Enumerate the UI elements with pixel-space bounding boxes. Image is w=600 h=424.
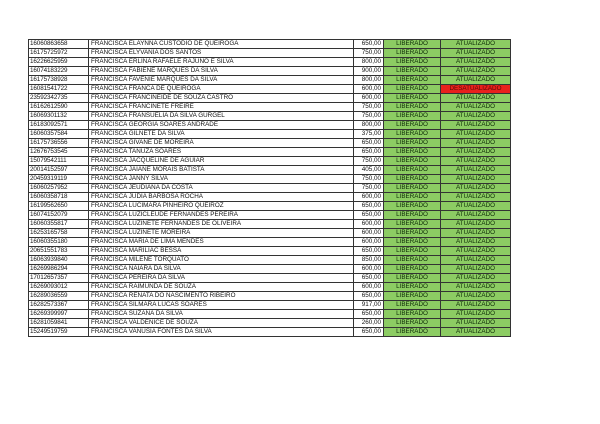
- update-status-cell: ATUALIZADO: [441, 112, 511, 121]
- value-cell: 750,00: [354, 103, 384, 112]
- update-status-cell: ATUALIZADO: [441, 148, 511, 157]
- status-cell: LIBERADO: [384, 328, 441, 337]
- table-row: [29, 274, 511, 283]
- table-row: [29, 328, 511, 337]
- value-cell: 650,00: [354, 202, 384, 211]
- name-cell: FRANCISCA RAIMUNDA DE SOUZA: [89, 283, 354, 292]
- id-cell: 12676753545: [29, 148, 89, 157]
- table-row: [29, 175, 511, 184]
- status-cell: LIBERADO: [384, 256, 441, 265]
- update-status-cell: ATUALIZADO: [441, 94, 511, 103]
- table-row: [29, 256, 511, 265]
- value-cell: 650,00: [354, 310, 384, 319]
- value-cell: 600,00: [354, 238, 384, 247]
- status-cell: LIBERADO: [384, 139, 441, 148]
- id-cell: 16063939840: [29, 256, 89, 265]
- table-row: [29, 112, 511, 121]
- status-cell: LIBERADO: [384, 103, 441, 112]
- table-row: [29, 130, 511, 139]
- name-cell: FRANCISCA GIVANE DE MOREIRA: [89, 139, 354, 148]
- status-cell: LIBERADO: [384, 112, 441, 121]
- status-cell: LIBERADO: [384, 310, 441, 319]
- status-cell: LIBERADO: [384, 319, 441, 328]
- value-cell: 800,00: [354, 76, 384, 85]
- update-status-cell: ATUALIZADO: [441, 175, 511, 184]
- id-cell: 16060355180: [29, 238, 89, 247]
- value-cell: 900,00: [354, 67, 384, 76]
- id-cell: 20014152597: [29, 166, 89, 175]
- update-status-cell: ATUALIZADO: [441, 58, 511, 67]
- status-cell: LIBERADO: [384, 85, 441, 94]
- table-row: [29, 247, 511, 256]
- status-cell: LIBERADO: [384, 157, 441, 166]
- status-cell: LIBERADO: [384, 58, 441, 67]
- name-cell: FRANCISCA FRANSUELIA DA SILVA GURGEL: [89, 112, 354, 121]
- value-cell: 750,00: [354, 49, 384, 58]
- table-row: [29, 292, 511, 301]
- table-row: [29, 139, 511, 148]
- value-cell: 750,00: [354, 175, 384, 184]
- update-status-cell: ATUALIZADO: [441, 301, 511, 310]
- value-cell: 600,00: [354, 220, 384, 229]
- status-cell: LIBERADO: [384, 283, 441, 292]
- update-status-cell: ATUALIZADO: [441, 229, 511, 238]
- value-cell: 405,00: [354, 166, 384, 175]
- name-cell: FRANCISCA JUDIA BARBOSA ROCHA: [89, 193, 354, 202]
- status-cell: LIBERADO: [384, 247, 441, 256]
- update-status-cell: ATUALIZADO: [441, 130, 511, 139]
- table-row: [29, 40, 511, 49]
- name-cell: FRANCISCA NAIARA DA SILVA: [89, 265, 354, 274]
- update-status-cell: ATUALIZADO: [441, 157, 511, 166]
- value-cell: 650,00: [354, 139, 384, 148]
- name-cell: FRANCISCA ERLINA RAFAELE RAJUNO E SILVA: [89, 58, 354, 67]
- update-status-cell: ATUALIZADO: [441, 238, 511, 247]
- name-cell: FRANCISCA FRANCINETE FREIRE: [89, 103, 354, 112]
- update-status-cell: ATUALIZADO: [441, 103, 511, 112]
- name-cell: FRANCISCA SUZANA DA SILVA: [89, 310, 354, 319]
- update-status-cell: ATUALIZADO: [441, 265, 511, 274]
- id-cell: 16162612590: [29, 103, 89, 112]
- status-cell: LIBERADO: [384, 211, 441, 220]
- status-cell: LIBERADO: [384, 220, 441, 229]
- table-row: [29, 220, 511, 229]
- id-cell: 16060357584: [29, 130, 89, 139]
- name-cell: FRANCISCA JACQUELINE DE AGUIAR: [89, 157, 354, 166]
- update-status-cell: ATUALIZADO: [441, 166, 511, 175]
- status-cell: LIBERADO: [384, 40, 441, 49]
- update-status-cell: ATUALIZADO: [441, 283, 511, 292]
- id-cell: 20459319119: [29, 175, 89, 184]
- status-cell: LIBERADO: [384, 166, 441, 175]
- name-cell: FRANCISCA JEUDIANA DA COSTA: [89, 184, 354, 193]
- id-cell: 17012657357: [29, 274, 89, 283]
- value-cell: 650,00: [354, 247, 384, 256]
- value-cell: 260,00: [354, 319, 384, 328]
- id-cell: 16175738928: [29, 76, 89, 85]
- table-row: [29, 310, 511, 319]
- id-cell: 16269399997: [29, 310, 89, 319]
- status-cell: LIBERADO: [384, 184, 441, 193]
- id-cell: 16081541722: [29, 85, 89, 94]
- status-cell: LIBERADO: [384, 238, 441, 247]
- table-row: [29, 103, 511, 112]
- id-cell: 16175725972: [29, 49, 89, 58]
- update-status-cell: ATUALIZADO: [441, 49, 511, 58]
- name-cell: FRANCISCA PEREIRA DA SILVA: [89, 274, 354, 283]
- id-cell: 16060355817: [29, 220, 89, 229]
- update-status-cell: ATUALIZADO: [441, 292, 511, 301]
- status-cell: LIBERADO: [384, 229, 441, 238]
- table-row: [29, 76, 511, 85]
- id-cell: 16289036559: [29, 292, 89, 301]
- id-cell: 23592342735: [29, 94, 89, 103]
- status-cell: LIBERADO: [384, 148, 441, 157]
- update-status-cell: ATUALIZADO: [441, 220, 511, 229]
- value-cell: 600,00: [354, 94, 384, 103]
- id-cell: 16199562650: [29, 202, 89, 211]
- value-cell: 600,00: [354, 265, 384, 274]
- status-cell: LIBERADO: [384, 292, 441, 301]
- table-row: [29, 85, 511, 94]
- value-cell: 650,00: [354, 211, 384, 220]
- update-status-cell: ATUALIZADO: [441, 256, 511, 265]
- id-cell: 16069301132: [29, 112, 89, 121]
- name-cell: FRANCISCA FAVENIE MARQUES DA SILVA: [89, 76, 354, 85]
- name-cell: FRANCISCA JANNY SILVA: [89, 175, 354, 184]
- table-row: [29, 211, 511, 220]
- name-cell: FRANCISCA VALDENICE DE SOUZA: [89, 319, 354, 328]
- value-cell: 650,00: [354, 148, 384, 157]
- status-cell: LIBERADO: [384, 175, 441, 184]
- table-row: [29, 166, 511, 175]
- value-cell: 650,00: [354, 292, 384, 301]
- table-row: [29, 238, 511, 247]
- table-row: [29, 193, 511, 202]
- status-cell: LIBERADO: [384, 301, 441, 310]
- value-cell: 600,00: [354, 193, 384, 202]
- value-cell: 800,00: [354, 121, 384, 130]
- id-cell: 16183092571: [29, 121, 89, 130]
- id-cell: 16074152079: [29, 211, 89, 220]
- update-status-cell: ATUALIZADO: [441, 40, 511, 49]
- id-cell: 15079542111: [29, 157, 89, 166]
- update-status-cell: ATUALIZADO: [441, 76, 511, 85]
- status-cell: LIBERADO: [384, 274, 441, 283]
- name-cell: FRANCISCA JAIANE MORAIS BATISTA: [89, 166, 354, 175]
- id-cell: 15249519759: [29, 328, 89, 337]
- table-row: [29, 121, 511, 130]
- update-status-cell: ATUALIZADO: [441, 184, 511, 193]
- name-cell: FRANCISCA VANUSIA FONTES DA SILVA: [89, 328, 354, 337]
- beneficiary-table: [28, 39, 511, 337]
- id-cell: 16281059841: [29, 319, 89, 328]
- status-cell: LIBERADO: [384, 67, 441, 76]
- value-cell: 650,00: [354, 274, 384, 283]
- table-row: [29, 94, 511, 103]
- id-cell: 16253165758: [29, 229, 89, 238]
- table-row: [29, 229, 511, 238]
- name-cell: FRANCISCA MILENE TORQUATO: [89, 256, 354, 265]
- update-status-cell: ATUALIZADO: [441, 247, 511, 256]
- update-status-cell: ATUALIZADO: [441, 139, 511, 148]
- name-cell: FRANCISCA FABIENE MARQUES DA SILVA: [89, 67, 354, 76]
- name-cell: FRANCISCA LUZINETE MOREIRA: [89, 229, 354, 238]
- status-cell: LIBERADO: [384, 94, 441, 103]
- update-status-cell: ATUALIZADO: [441, 310, 511, 319]
- value-cell: 750,00: [354, 112, 384, 121]
- name-cell: FRANCISCA GEORGIA SOARES ANDRADE: [89, 121, 354, 130]
- id-cell: 20651551783: [29, 247, 89, 256]
- name-cell: FRANCISCA LUZINETE FERNANDES DE OLIVEIRA: [89, 220, 354, 229]
- update-status-cell: ATUALIZADO: [441, 202, 511, 211]
- status-cell: LIBERADO: [384, 76, 441, 85]
- table-row: [29, 148, 511, 157]
- value-cell: 800,00: [354, 58, 384, 67]
- status-cell: LIBERADO: [384, 193, 441, 202]
- value-cell: 650,00: [354, 40, 384, 49]
- id-cell: 16060863658: [29, 40, 89, 49]
- status-cell: LIBERADO: [384, 130, 441, 139]
- id-cell: 16282573367: [29, 301, 89, 310]
- id-cell: 16060358718: [29, 193, 89, 202]
- update-status-cell: DESATUALIZADO: [441, 85, 511, 94]
- name-cell: FRANCISCA ELYVANIA DOS SANTOS: [89, 49, 354, 58]
- update-status-cell: ATUALIZADO: [441, 274, 511, 283]
- table-row: [29, 319, 511, 328]
- value-cell: 750,00: [354, 157, 384, 166]
- value-cell: 600,00: [354, 283, 384, 292]
- id-cell: 16060257952: [29, 184, 89, 193]
- value-cell: 600,00: [354, 85, 384, 94]
- value-cell: 750,00: [354, 184, 384, 193]
- status-cell: LIBERADO: [384, 202, 441, 211]
- name-cell: FRANCISCA LUCIMARA PINHEIRO QUEIROZ: [89, 202, 354, 211]
- table-row: [29, 265, 511, 274]
- value-cell: 650,00: [354, 328, 384, 337]
- value-cell: 375,00: [354, 130, 384, 139]
- name-cell: FRANCISCA RENATA DO NASCIMENTO RIBEIRO: [89, 292, 354, 301]
- table-row: [29, 301, 511, 310]
- update-status-cell: ATUALIZADO: [441, 67, 511, 76]
- name-cell: FRANCISCA LUZICLEUDE FERNANDES PEREIRA: [89, 211, 354, 220]
- name-cell: FRANCISCA MARILIAC BESSA: [89, 247, 354, 256]
- name-cell: FRANCISCA FRANCA DE QUEIROGA: [89, 85, 354, 94]
- value-cell: 850,00: [354, 256, 384, 265]
- id-cell: 16269093012: [29, 283, 89, 292]
- table-row: [29, 49, 511, 58]
- id-cell: 16074183229: [29, 67, 89, 76]
- id-cell: 16226625959: [29, 58, 89, 67]
- name-cell: FRANCISCA TANUZA SOARES: [89, 148, 354, 157]
- value-cell: 600,00: [354, 229, 384, 238]
- table-row: [29, 67, 511, 76]
- status-cell: LIBERADO: [384, 121, 441, 130]
- id-cell: 16175736556: [29, 139, 89, 148]
- status-cell: LIBERADO: [384, 49, 441, 58]
- name-cell: FRANCISCA MARIA DE LIMA MENDES: [89, 238, 354, 247]
- status-cell: LIBERADO: [384, 265, 441, 274]
- update-status-cell: ATUALIZADO: [441, 211, 511, 220]
- table-body: [29, 40, 511, 337]
- update-status-cell: ATUALIZADO: [441, 193, 511, 202]
- name-cell: FRANCISCA FRANCINEIDE DE SOUZA CASTRO: [89, 94, 354, 103]
- name-cell: FRANCISCA SILMARA LUCAS SOARES: [89, 301, 354, 310]
- table-row: [29, 58, 511, 67]
- update-status-cell: ATUALIZADO: [441, 328, 511, 337]
- id-cell: 16269986294: [29, 265, 89, 274]
- table-row: [29, 283, 511, 292]
- name-cell: FRANCISCA GILNETE DA SILVA: [89, 130, 354, 139]
- update-status-cell: ATUALIZADO: [441, 121, 511, 130]
- table-row: [29, 202, 511, 211]
- table-row: [29, 157, 511, 166]
- name-cell: FRANCISCA ELAYNNA CUSTODIO DE QUEIROGA: [89, 40, 354, 49]
- update-status-cell: ATUALIZADO: [441, 319, 511, 328]
- value-cell: 917,00: [354, 301, 384, 310]
- table-row: [29, 184, 511, 193]
